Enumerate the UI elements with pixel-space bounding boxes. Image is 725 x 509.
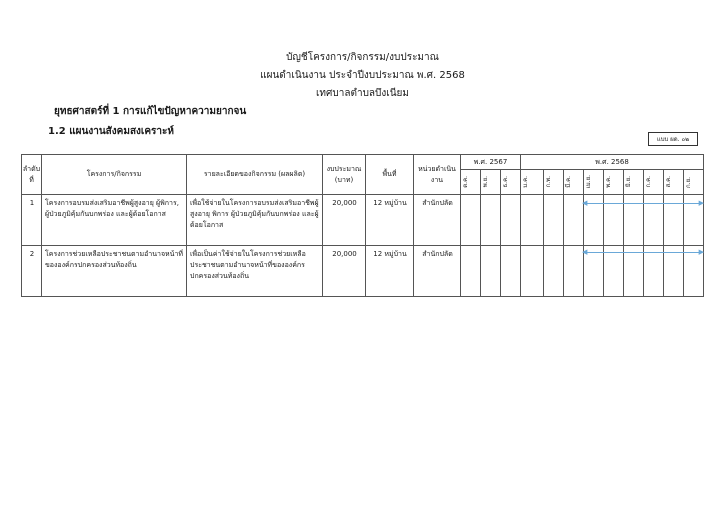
plan-heading: 1.2 แผนงานสังคมสงเคราะห์ bbox=[48, 126, 174, 137]
document-title: บัญชีโครงการ/กิจกรรม/งบประมาณ bbox=[286, 52, 439, 63]
month-header: ส.ค. bbox=[664, 170, 684, 195]
timeline-cell bbox=[582, 246, 705, 297]
budget-value: 20,000 bbox=[332, 250, 357, 258]
strategy-heading: ยุทธศาสตร์ที่ 1 การแก้ไขปัญหาความยากจน bbox=[54, 106, 247, 117]
table-row bbox=[22, 246, 704, 297]
month-header: ต.ค. bbox=[461, 170, 481, 195]
project-table bbox=[21, 154, 704, 297]
row-number: 1 bbox=[29, 199, 35, 207]
month-header: ธ.ค. bbox=[501, 170, 521, 195]
header-details: รายละเอียดของกิจกรรม (ผลผลิต) bbox=[187, 155, 323, 195]
project-details: เพื่อใช้จ่ายในโครงการอบรมส่งเสริมอาชีพผู้สูงอายุ พิการ ผู้ป่วยภูมิคุ้มกันบกพร่อง และผู้ด้อยโอกาส bbox=[190, 199, 319, 229]
table-row bbox=[22, 195, 704, 246]
month-header: พ.ค. bbox=[604, 170, 624, 195]
area-value: 12 หมู่บ้าน bbox=[373, 199, 407, 207]
header-budget: งบประมาณ (บาท) bbox=[323, 155, 366, 195]
month-header: ม.ค. bbox=[521, 170, 544, 195]
budget-value: 20,000 bbox=[332, 199, 357, 207]
unit-value: สำนักปลัด bbox=[422, 250, 453, 258]
timeline-arrow: ◀ ▶ bbox=[582, 248, 705, 256]
project-details: เพื่อเป็นค่าใช้จ่ายในโครงการช่วยเหลือประชาชนตามอำนาจหน้าที่ขององค์กรปกครองส่วนท้องถิ่น bbox=[190, 250, 306, 280]
document-subtitle: แผนดำเนินงาน ประจำปีงบประมาณ พ.ศ. 2568 bbox=[260, 70, 465, 81]
header-unit: หน่วยดำเนินงาน bbox=[414, 155, 461, 195]
header-area: พื้นที่ bbox=[366, 155, 414, 195]
month-header: มี.ค. bbox=[564, 170, 584, 195]
timeline-cell bbox=[582, 195, 705, 246]
organization-name: เทศบาลตำบลบึงเนียม bbox=[316, 88, 409, 99]
project-name: โครงการช่วยเหลือประชาชนตามอำนาจหน้าที่ขององค์กรปกครองส่วนท้องถิ่น bbox=[45, 250, 184, 269]
header-no: ลำดับที่ bbox=[22, 155, 42, 195]
month-header: ก.พ. bbox=[544, 170, 564, 195]
header-project: โครงการ/กิจกรรม bbox=[42, 155, 187, 195]
header-year-2567: พ.ศ. 2567 bbox=[461, 155, 521, 170]
timeline-arrow: ◀ ▶ bbox=[582, 199, 705, 207]
form-code-box: แบบ ผด. ๐๒ bbox=[648, 132, 698, 146]
unit-value: สำนักปลัด bbox=[422, 199, 453, 207]
month-header: ก.ย. bbox=[684, 170, 704, 195]
area-value: 12 หมู่บ้าน bbox=[373, 250, 407, 258]
row-number: 2 bbox=[29, 250, 35, 258]
project-name: โครงการอบรมส่งเสริมอาชีพผู้สูงอายุ ผู้พิการ, ผู้ป่วยภูมิคุ้มกันบกพร่อง และผู้ด้อยโอกาส bbox=[45, 199, 179, 218]
month-header: พ.ย. bbox=[481, 170, 501, 195]
month-header: เม.ย. bbox=[584, 170, 604, 195]
header-year-2568: พ.ศ. 2568 bbox=[521, 155, 704, 170]
month-header: ก.ค. bbox=[644, 170, 664, 195]
month-header: มิ.ย. bbox=[624, 170, 644, 195]
